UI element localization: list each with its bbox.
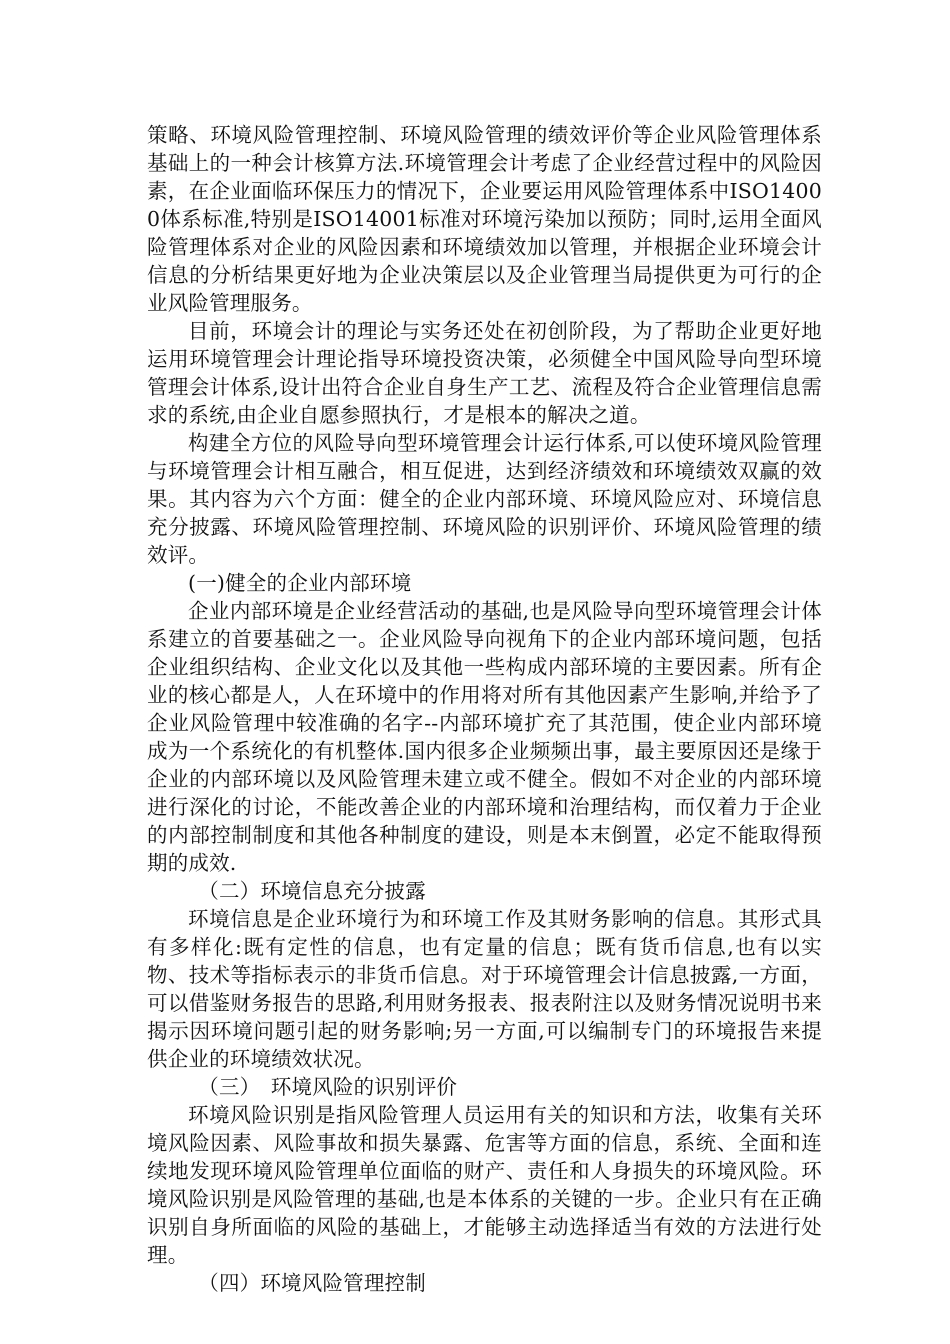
paragraph-current-status: 目前，环境会计的理论与实务还处在初创阶段，为了帮助企业更好地运用环境管理会计理论指导环境投资决策，必须健全中国风险导向型环境管理会计体系,设计出符合企业自身生产工艺、流程及符合企业管理信息需求的系统,由企业自愿参照执行，才是根本的解决之道。 (147, 319, 822, 427)
section-heading-risk-identification: （三） 环境风险的识别评价 (198, 1075, 458, 1099)
paragraph-risk-identification: 环境风险识别是指风险管理人员运用有关的知识和方法，收集有关环境风险因素、风险事故和损失暴露、危害等方面的信息，系统、全面和连续地发现环境风险管理单位面临的财产、责任和人身损失的环境风险。环境风险识别是风险管理的基础,也是本体系的关键的一步。企业只有在正确识别自身所面临的风险的基础上，才能够主动选择适当有效的方法进行处理。 (147, 1103, 822, 1267)
paragraph-risk-management-system: 策略、环境风险管理控制、环境风险管理的绩效评价等企业风险管理体系基础上的一种会计核算方法.环境管理会计考虑了企业经营过程中的风险因素，在企业面临环保压力的情况下，企业要运用风险管理体系中ISO14000体系标准,特别是ISO14001标准对环境污染加以预防；同时,运用全面风险管理体系对企业的风险因素和环境绩效加以管理，并根据企业环境会计信息的分析结果更好地为企业决策层以及企业管理当局提供更为可行的企业风险管理服务。 (147, 123, 822, 315)
document-body (147, 121, 822, 1297)
paragraph-information-disclosure: 环境信息是企业环境行为和环境工作及其财务影响的信息。其形式具有多样化:既有定性的信息，也有定量的信息；既有货币信息,也有以实物、技术等指标表示的非货币信息。对于环境管理会计信息披露,一方面，可以借鉴财务报告的思路,利用财务报表、报表附注以及财务情况说明书来揭示因环境问题引起的财务影响;另一方面,可以编制专门的环境报告来提供企业的环境绩效状况。 (147, 907, 822, 1071)
section-heading-internal-environment: (一)健全的企业内部环境 (188, 571, 412, 595)
section-heading-risk-control: （四）环境风险管理控制 (198, 1271, 426, 1295)
paragraph-internal-environment: 企业内部环境是企业经营活动的基础,也是风险导向型环境管理会计体系建立的首要基础之一。企业风险导向视角下的企业内部环境问题，包括企业组织结构、企业文化以及其他一些构成内部环境的主要因素。所有企业的核心都是人，人在环境中的作用将对所有其他因素产生影响,并给予了企业风险管理中较准确的名字--内部环境扩充了其范围，使企业内部环境成为一个系统化的有机整体.国内很多企业频频出事，最主要原因还是缘于企业的内部环境以及风险管理未建立或不健全。假如不对企业的内部环境进行深化的讨论，不能改善企业的内部环境和治理结构，而仅着力于企业的内部控制制度和其他各种制度的建设，则是本末倒置，必定不能取得预期的成效. (147, 599, 822, 875)
section-heading-information-disclosure: （二）环境信息充分披露 (198, 879, 426, 903)
paragraph-operating-system: 构建全方位的风险导向型环境管理会计运行体系,可以使环境风险管理与环境管理会计相互融合，相互促进，达到经济绩效和环境绩效双赢的效果。其内容为六个方面：健全的企业内部环境、环境风险应对、环境信息充分披露、环境风险管理控制、环境风险的识别评价、环境风险管理的绩效评。 (147, 431, 822, 567)
